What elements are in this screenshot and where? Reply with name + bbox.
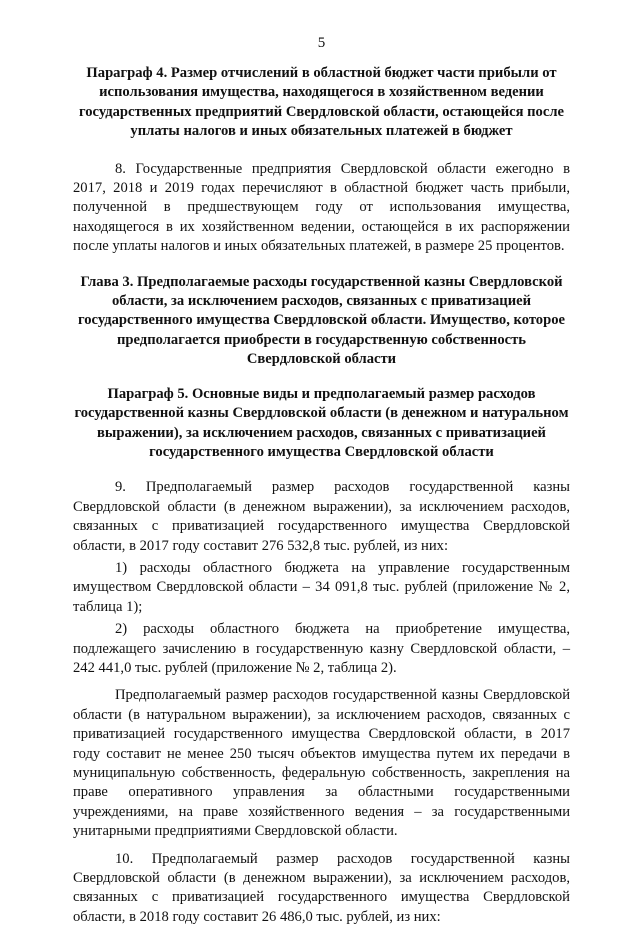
paragraph-5-heading: Параграф 5. Основные виды и предполагаемый размер расходов государственной казны Свердловской области (в денежном и натуральном выражении), за исключением расходов, связанных с приватизацией государственного имущества Свердловской области [74, 385, 569, 460]
item-9-text: 9. Предполагаемый размер расходов государственной казны Свердловской области (в денежном выражении), за исключением расходов, связанных с приватизацией государственного имущества Свердловской области, в 2017 году составит 276 532,8 тыс. рублей, из них: [73, 479, 570, 554]
page-number: 5 [317, 35, 326, 51]
item-9-subitem-1: 1) расходы областного бюджета на управление государственным имуществом Свердловской области – 34 091,8 тыс. рублей (приложение № 2, таблица 1); [73, 559, 570, 615]
item-9-subitem-2: 2) расходы областного бюджета на приобретение имущества, подлежащего зачислению в государственную казну Свердловской области, – 242 441,0 тыс. рублей (приложение № 2, таблица 2). [73, 621, 570, 676]
item-8-text: 8. Государственные предприятия Свердловской области ежегодно в 2017, 2018 и 2019 годах перечисляют в областной бюджет часть прибыли, полученной в предшествующем году от использования имущества, находящегося в их хозяйственном ведении, остающейся в их распоряжении после уплаты налогов и иных обязательных платежей, в размере 25 процентов. [73, 160, 570, 255]
item-9-natural-expression: Предполагаемый размер расходов государственной казны Свердловской области (в натуральном выражении), за исключением расходов, связанных с приватизацией государственного имущества Свердловской области, в 2017 году составит не менее 250 тысяч объектов имущества путем их передачи в муниципальную собственность, федеральную собственность, закрепления на праве оперативного управления за областными государственными учреждениями, на праве хозяйственного ведения – за государственными унитарными предприятиями Свердловской области. [73, 687, 570, 840]
chapter-3-heading: Глава 3. Предполагаемые расходы государственной казны Свердловской области, за исключением расходов, связанных с приватизацией государственного имущества Свердловской области. Имущество, которое предполагается приобрести в государственную собственность Свердловской области [77, 273, 565, 368]
paragraph-4-heading: Параграф 4. Размер отчислений в областной бюджет части прибыли от использования имущества, находящегося в хозяйственном ведении государственных предприятий Свердловской области, остающейся после уплаты налогов и иных обязательных платежей в бюджет [79, 65, 564, 140]
item-10-text: 10. Предполагаемый размер расходов государственной казны Свердловской области (в денежном выражении), за исключением расходов, связанных с приватизацией государственного имущества Свердловской области, в 2018 году составит 26 486,0 тыс. рублей, из них: [73, 850, 570, 925]
